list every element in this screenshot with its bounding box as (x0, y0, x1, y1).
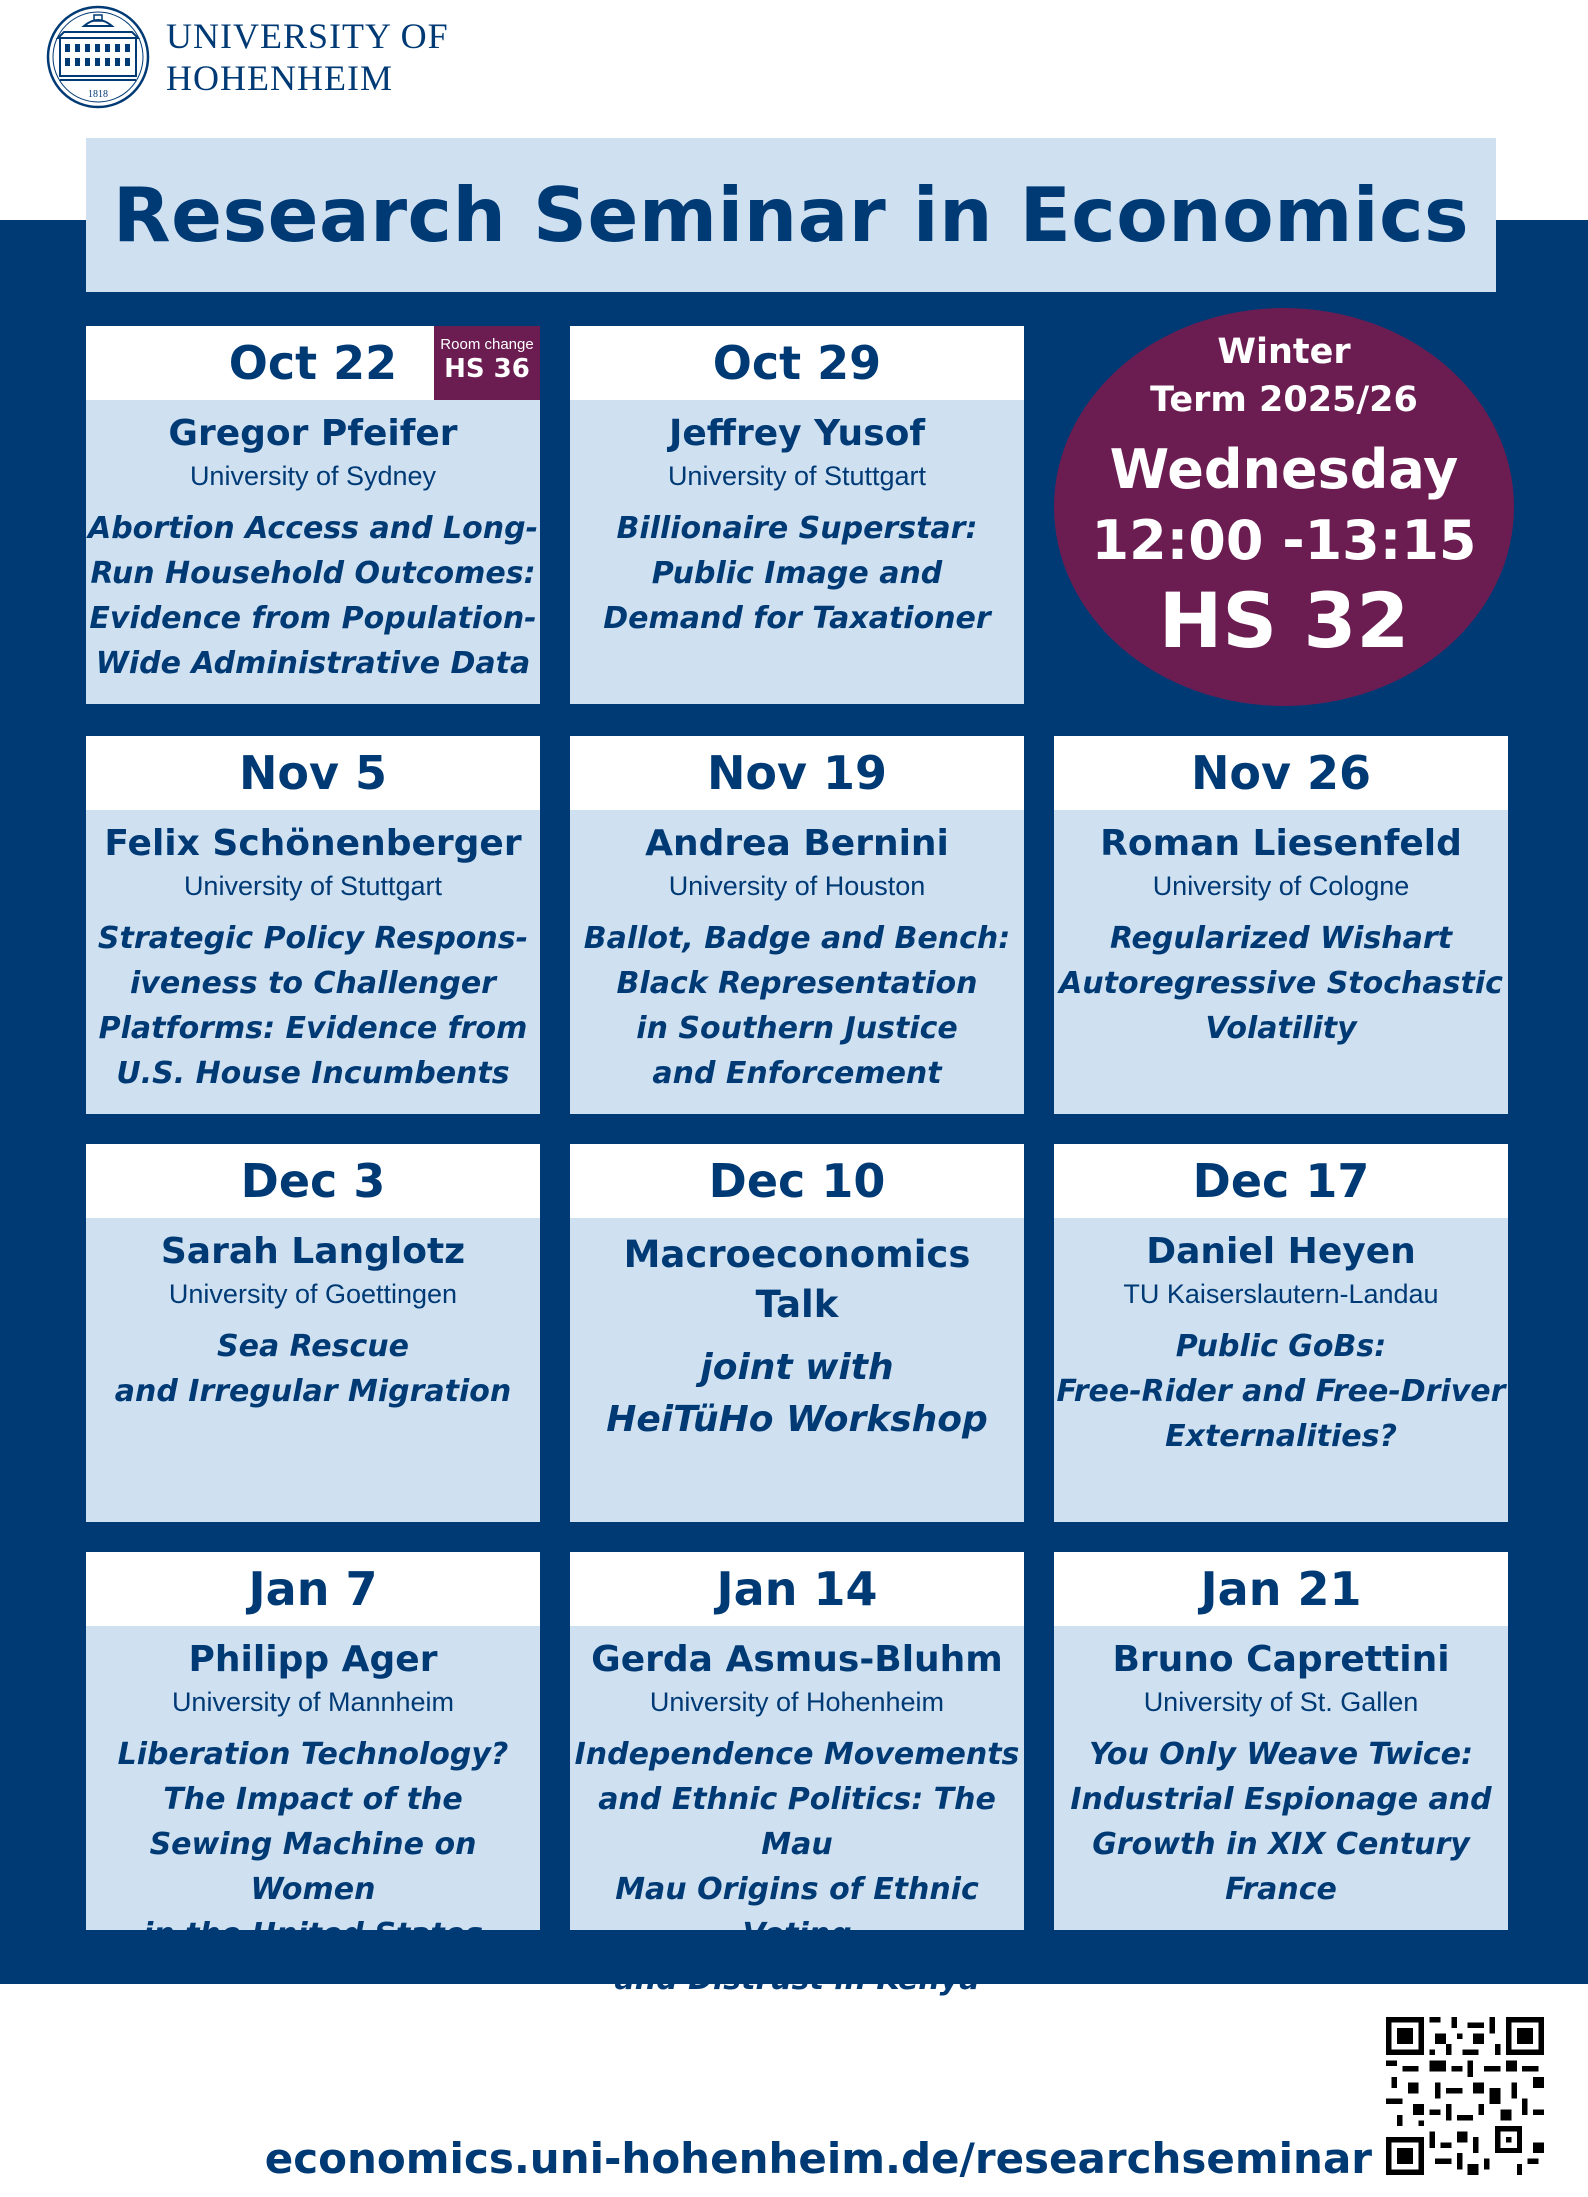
room-change-badge (434, 326, 540, 400)
session-card-dec-3 (86, 1144, 540, 1522)
speaker-name: Bruno Caprettini (1112, 1639, 1450, 1680)
card-header (86, 1144, 540, 1218)
talk-title: Billionaire Superstar: Public Image and Demand for Taxationer (603, 511, 991, 636)
speaker-name: Daniel Heyen (1146, 1231, 1416, 1272)
session-date: Dec 3 (240, 1154, 386, 1208)
session-card-nov-26 (1054, 736, 1508, 1114)
speaker-name: Philipp Ager (188, 1639, 438, 1680)
seminar-website-link[interactable]: economics.uni-hohenheim.de/researchseminar (264, 2134, 1372, 2183)
logo-line-1: UNIVERSITY OF (166, 16, 449, 56)
session-card-nov-19 (570, 736, 1024, 1114)
session-card-jan-21 (1054, 1552, 1508, 1930)
session-date: Nov 26 (1190, 746, 1372, 800)
card-body (86, 400, 540, 686)
speaker-name: Roman Liesenfeld (1100, 823, 1462, 864)
talk-title: Strategic Policy Respons- iveness to Challenger Platforms: Evidence from U.S. House Incumbents (97, 921, 529, 1091)
room-change-room: HS 36 (444, 354, 530, 384)
session-card-dec-17 (1054, 1144, 1508, 1522)
speaker-name: Jeffrey Yusof (668, 413, 926, 454)
speaker-name: Gerda Asmus-Bluhm (591, 1639, 1003, 1680)
logo-wordmark (166, 15, 449, 99)
speaker-affiliation: University of Goettingen (168, 1279, 458, 1309)
card-body (570, 400, 1024, 641)
card-body (1054, 1626, 1508, 1912)
term-label: Winter Term 2025/26 (1150, 332, 1418, 420)
card-body (1054, 1218, 1508, 1459)
session-card-jan-14 (570, 1552, 1024, 1997)
session-date: Oct 22 (228, 336, 398, 390)
speaker-affiliation: University of Cologne (1152, 871, 1410, 901)
card-header (570, 736, 1024, 810)
speaker-name: Andrea Bernini (645, 823, 949, 864)
session-date: Dec 10 (708, 1154, 886, 1208)
talk-title: Ballot, Badge and Bench: Black Representation in Southern Justice and Enforcement (583, 921, 1011, 1091)
speaker-affiliation: University of Houston (668, 871, 926, 901)
card-header (86, 1552, 540, 1626)
card-header (86, 736, 540, 810)
speaker-affiliation: University of Sydney (189, 461, 437, 491)
seminar-time: 12:00 -13:15 (1091, 509, 1477, 572)
session-card-jan-7 (86, 1552, 540, 1952)
session-card-oct-22 (86, 326, 540, 704)
talk-title: Public GoBs: Free-Rider and Free-Driver Externalities? (1056, 1329, 1506, 1454)
speaker-name: Sarah Langlotz (160, 1231, 466, 1272)
speaker-name: Felix Schönenberger (104, 823, 522, 864)
logo-year: 1818 (88, 89, 108, 100)
talk-title: Abortion Access and Long- Run Household Outcomes: Evidence from Population- Wide Administrative Data (87, 511, 539, 681)
seminar-day: Wednesday (1109, 438, 1459, 501)
card-header (570, 1144, 1024, 1218)
card-header (1054, 736, 1508, 810)
talk-title: Regularized Wishart Autoregressive Stochastic Volatility (1059, 921, 1503, 1046)
session-card-oct-29 (570, 326, 1024, 704)
seminar-room: HS 32 (1158, 576, 1410, 665)
card-header (570, 326, 1024, 400)
session-date: Nov 5 (238, 746, 388, 800)
speaker-affiliation: University of St. Gallen (1143, 1687, 1419, 1717)
card-body (86, 1626, 540, 1957)
speaker-affiliation: University of Mannheim (171, 1687, 455, 1717)
speaker-affiliation: University of Stuttgart (667, 461, 927, 491)
session-date: Jan 7 (248, 1562, 378, 1616)
session-date: Nov 19 (706, 746, 888, 800)
speaker-affiliation: TU Kaiserslautern-Landau (1123, 1279, 1439, 1309)
speaker-affiliation: University of Hohenheim (649, 1687, 945, 1717)
card-header (570, 1552, 1024, 1626)
room-change-label: Room change (440, 336, 534, 353)
card-header (1054, 1144, 1508, 1218)
university-logo (44, 4, 449, 110)
card-body (86, 1218, 540, 1414)
talk-title: Independence Movements and Ethnic Politics: The Mau Mau Origins of Ethnic Voting and Distrust in Kenya (574, 1737, 1020, 1997)
talk-title: Liberation Technology? The Impact of the Sewing Machine on Women in the United States (117, 1737, 509, 1952)
talk-title: You Only Weave Twice: Industrial Espionage and Growth in XIX Century France (1070, 1737, 1492, 1907)
session-card-dec-10 (570, 1144, 1024, 1522)
card-body (570, 810, 1024, 1096)
session-card-nov-5 (86, 736, 540, 1114)
qr-code-icon[interactable] (1386, 2010, 1544, 2182)
speaker-name: Gregor Pfeifer (168, 413, 458, 454)
logo-line-2: HOHENHEIM (166, 58, 393, 98)
term-info-circle (1054, 308, 1514, 706)
event-note: joint with HeiTüHo Workshop (606, 1347, 988, 1440)
card-header (86, 326, 540, 400)
title-banner (86, 138, 1496, 292)
session-date: Jan 14 (716, 1562, 878, 1616)
card-header (1054, 1552, 1508, 1626)
event-name: Macroeconomics Talk (623, 1233, 971, 1326)
university-seal-icon (44, 4, 152, 110)
page-title: Research Seminar in Economics (112, 171, 1470, 259)
card-body (86, 810, 540, 1096)
card-body (570, 1626, 1024, 2002)
session-date: Oct 29 (712, 336, 882, 390)
session-date: Dec 17 (1192, 1154, 1370, 1208)
talk-title: Sea Rescue and Irregular Migration (114, 1329, 512, 1409)
session-date: Jan 21 (1200, 1562, 1362, 1616)
card-body (570, 1218, 1024, 1446)
speaker-affiliation: University of Stuttgart (183, 871, 443, 901)
card-body (1054, 810, 1508, 1051)
